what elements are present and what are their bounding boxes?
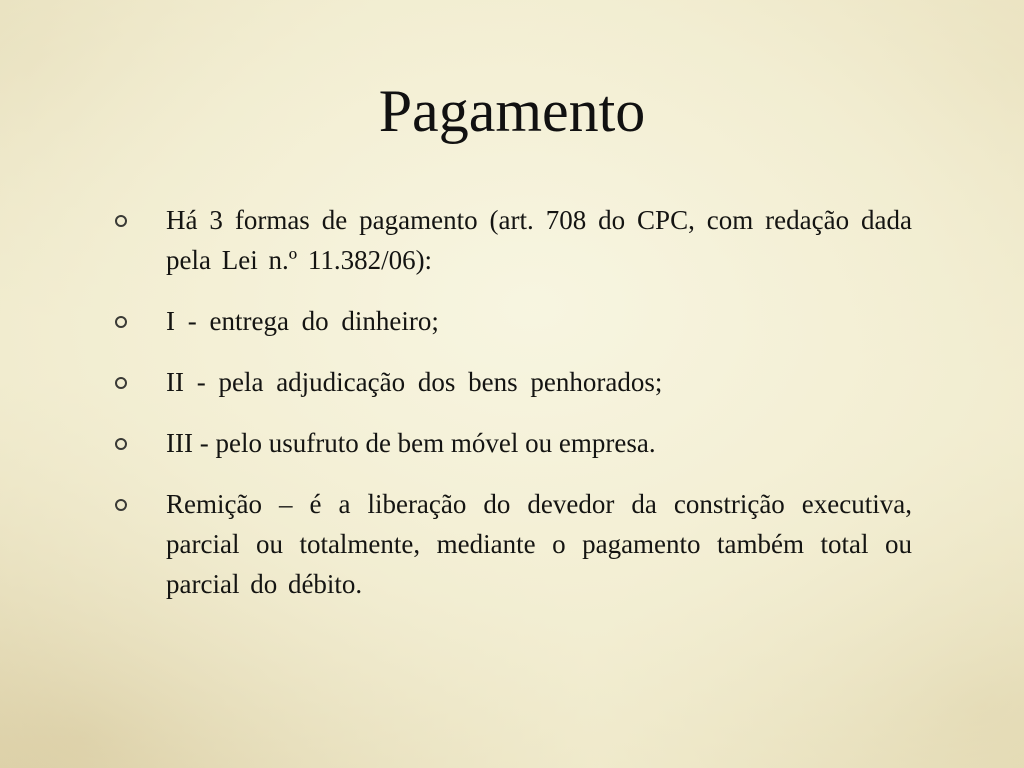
ring-bullet-icon <box>114 437 128 451</box>
list-item <box>112 200 912 280</box>
bullet-list <box>112 200 912 625</box>
list-item <box>112 484 912 604</box>
list-item <box>112 423 912 463</box>
ring-bullet-icon <box>114 315 128 329</box>
bullet-text: Há 3 formas de pagamento (art. 708 do CPC, com redação dada pela Lei n.º 11.382/06): <box>166 205 912 275</box>
list-item <box>112 362 912 402</box>
ring-bullet-icon <box>114 498 128 512</box>
slide-title: Pagamento <box>378 78 646 144</box>
bullet-text: II - pela adjudicação dos bens penhorados; <box>166 367 663 397</box>
list-item <box>112 301 912 341</box>
ring-bullet-icon <box>114 376 128 390</box>
bullet-text: I - entrega do dinheiro; <box>166 306 439 336</box>
bullet-text: Remição – é a liberação do devedor da constrição executiva, parcial ou totalmente, mediante o pagamento também total ou parcial do débito. <box>166 489 912 599</box>
ring-bullet-icon <box>114 214 128 228</box>
bullet-text: III - pelo usufruto de bem móvel ou empresa. <box>166 428 656 458</box>
